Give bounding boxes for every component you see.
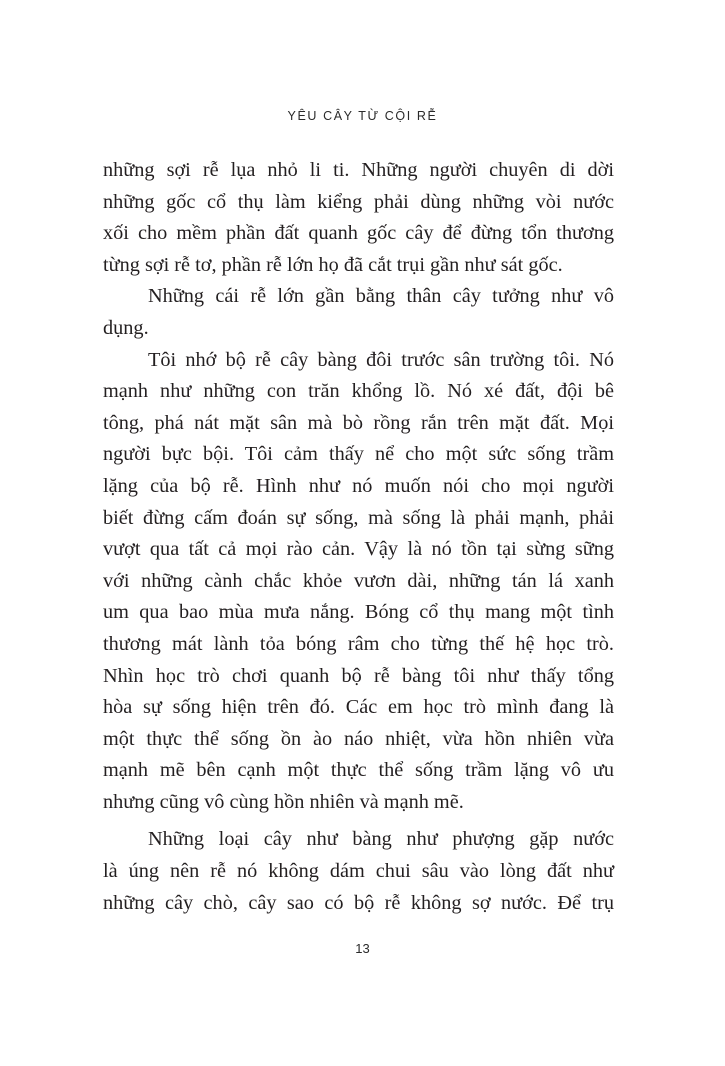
paragraph <box>103 155 614 281</box>
page-number: 13 <box>355 941 370 956</box>
text-line: Tôi nhớ bộ rễ cây bàng đôi trước sân trường tôi. Nó <box>148 348 614 371</box>
text-line: Những loại cây như bàng như phượng gặp nước <box>148 828 614 851</box>
paragraph <box>103 824 614 919</box>
text-line: thương mát lành tỏa bóng râm cho từng thế hệ học trò. <box>103 632 614 655</box>
text-line: dụng. <box>103 316 149 339</box>
text-line: biết đừng cấm đoán sự sống, mà sống là phải mạnh, phải <box>103 506 614 529</box>
paragraph <box>103 281 614 344</box>
text-line: xối cho mềm phần đất quanh gốc cây để đừng tổn thương <box>103 222 614 245</box>
text-line: hòa sự sống hiện trên đó. Các em học trò mình đang là <box>103 696 614 719</box>
text-line: Những cái rễ lớn gần bằng thân cây tưởng như vô <box>148 285 614 308</box>
text-line: tông, phá nát mặt sân mà bò rồng rắn trên mặt đất. Mọi <box>103 411 614 434</box>
paragraph <box>103 345 614 819</box>
text-line: người bực bội. Tôi cảm thấy nể cho một sức sống trầm <box>103 443 614 466</box>
text-line: một thực thể sống ồn ào náo nhiệt, vừa hồn nhiên vừa <box>103 727 614 750</box>
text-line: vượt qua tất cả mọi rào cản. Vậy là nó tồn tại sừng sững <box>103 538 614 561</box>
text-line: là úng nên rễ nó không dám chui sâu vào lòng đất như <box>103 860 614 883</box>
text-line: với những cành chắc khỏe vươn dài, những tán lá xanh <box>103 569 614 592</box>
text-line: lặng của bộ rễ. Hình như nó muốn nói cho mọi người <box>103 474 614 497</box>
text-line: mạnh mẽ bên cạnh một thực thể sống trầm lặng vô ưu <box>103 759 614 782</box>
running-head: YÊU CÂY TỪ CỘI RỄ <box>287 109 438 123</box>
text-line: những sợi rễ lụa nhỏ li ti. Những người chuyên di dời <box>103 159 614 181</box>
text-line: mạnh như những con trăn khổng lồ. Nó xé đất, đội bê <box>103 380 614 403</box>
body-text <box>103 155 614 919</box>
text-line: những cây chò, cây sao có bộ rễ không sợ nước. Để trụ <box>103 891 614 914</box>
text-line: những gốc cổ thụ làm kiểng phải dùng những vòi nước <box>103 190 614 213</box>
text-line: um qua bao mùa mưa nắng. Bóng cổ thụ mang một tình <box>103 601 614 624</box>
text-line: Nhìn học trò chơi quanh bộ rễ bàng tôi như thấy tổng <box>103 664 614 687</box>
text-line: từng sợi rễ tơ, phần rễ lớn họ đã cắt trụi gần như sát gốc. <box>103 253 563 276</box>
text-line: nhưng cũng vô cùng hồn nhiên và mạnh mẽ. <box>103 790 464 813</box>
